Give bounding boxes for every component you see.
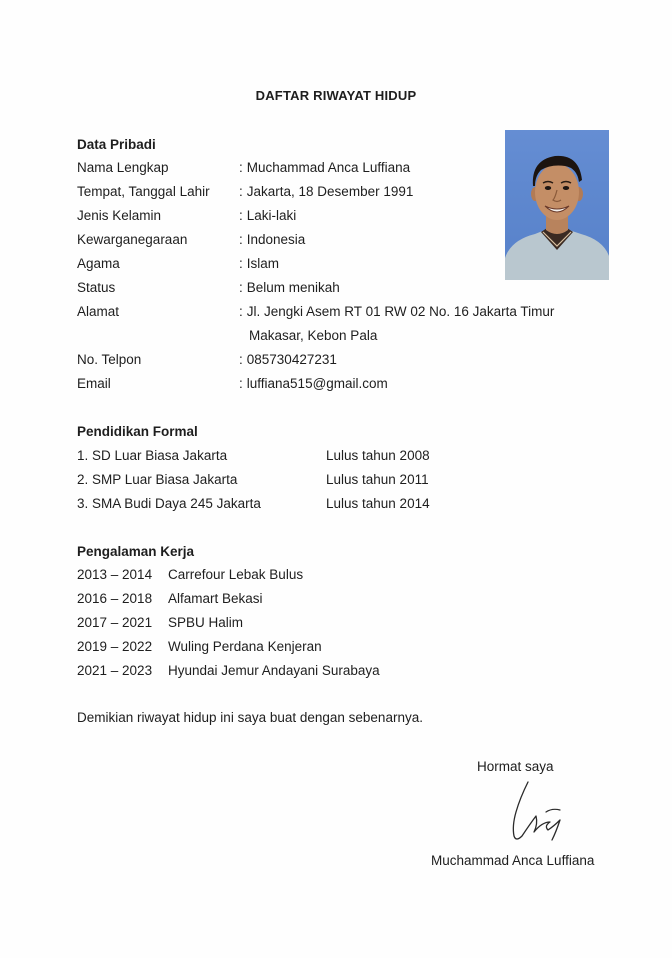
colon: : (239, 376, 243, 391)
work-place: Hyundai Jemur Andayani Surabaya (168, 663, 380, 678)
signer-name: Muchammad Anca Luffiana (431, 853, 595, 868)
colon: : (239, 184, 243, 199)
colon: : (239, 304, 243, 319)
section-heading-personal: Data Pribadi (77, 137, 156, 152)
field-label: Tempat, Tanggal Lahir (77, 184, 210, 199)
colon: : (239, 280, 243, 295)
field-label: Kewarganegaraan (77, 232, 188, 247)
colon: : (239, 256, 243, 271)
colon: : (239, 352, 243, 367)
email-value: luffiana515@gmail.com (246, 376, 388, 391)
school-name: 3. SMA Budi Daya 245 Jakarta (77, 496, 261, 511)
field-label: Nama Lengkap (77, 160, 169, 175)
field-value: Jakarta, 18 Desember 1991 (246, 184, 414, 199)
regards-text: Hormat saya (477, 759, 554, 774)
section-heading-education: Pendidikan Formal (77, 424, 198, 439)
address-continuation: Makasar, Kebon Pala (249, 328, 378, 343)
section-heading-experience: Pengalaman Kerja (77, 544, 195, 559)
graduation-year: Lulus tahun 2014 (326, 496, 430, 511)
work-period: 2017 – 2021 (77, 615, 153, 630)
work-period: 2021 – 2023 (77, 663, 153, 678)
work-period: 2013 – 2014 (77, 567, 153, 582)
field-value: Islam (246, 256, 280, 271)
person-portrait-icon (505, 130, 609, 280)
field-label: No. Telpon (77, 352, 142, 367)
field-value: Belum menikah (246, 280, 340, 295)
field-label: Alamat (77, 304, 120, 319)
colon: : (239, 232, 243, 247)
signature-icon (490, 776, 580, 848)
field-value: Jl. Jengki Asem RT 01 RW 02 No. 16 Jakarta Timur (246, 304, 555, 319)
document-title: DAFTAR RIWAYAT HIDUP (255, 88, 417, 103)
school-name: 1. SD Luar Biasa Jakarta (77, 448, 228, 463)
closing-statement: Demikian riwayat hidup ini saya buat dengan sebenarnya. (77, 710, 423, 725)
work-period: 2019 – 2022 (77, 639, 153, 654)
field-value: 085730427231 (246, 352, 337, 367)
school-name: 2. SMP Luar Biasa Jakarta (77, 472, 238, 487)
field-value: Laki-laki (246, 208, 297, 223)
field-value: Muchammad Anca Luffiana (246, 160, 411, 175)
work-place: Alfamart Bekasi (168, 591, 263, 606)
graduation-year: Lulus tahun 2011 (326, 472, 429, 487)
work-period: 2016 – 2018 (77, 591, 153, 606)
work-place: SPBU Halim (168, 615, 244, 630)
work-place: Wuling Perdana Kenjeran (168, 639, 322, 654)
field-label: Status (77, 280, 116, 295)
graduation-year: Lulus tahun 2008 (326, 448, 430, 463)
field-label: Jenis Kelamin (77, 208, 162, 223)
field-label: Email (77, 376, 111, 391)
profile-photo (505, 130, 609, 280)
colon: : (239, 208, 243, 223)
work-place: Carrefour Lebak Bulus (168, 567, 304, 582)
colon: : (239, 160, 243, 175)
field-label: Agama (77, 256, 120, 271)
field-value: Indonesia (246, 232, 306, 247)
